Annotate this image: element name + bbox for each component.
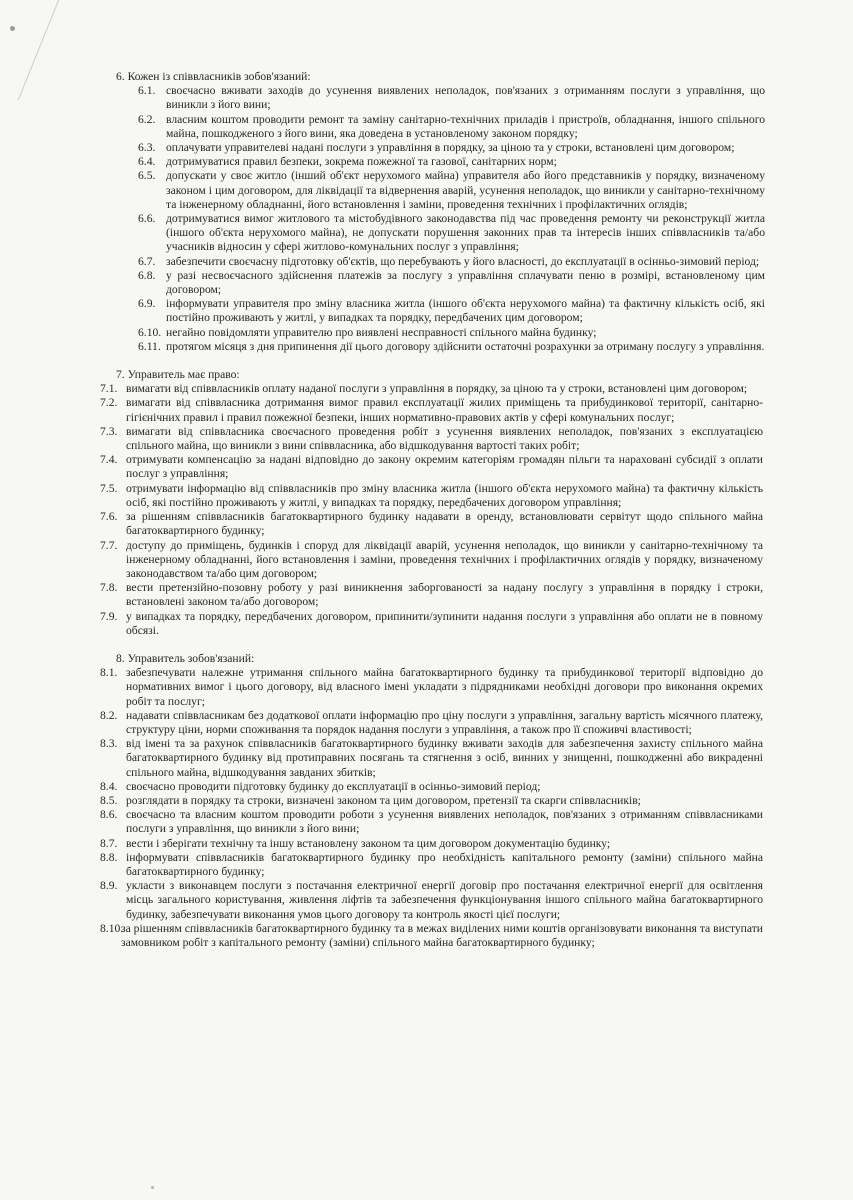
clause <box>0 326 853 340</box>
clause-text: власним коштом проводити ремонт та заміну санітарно-технічних приладів і пристроїв, обладнання, іншого спільного майна, пошкодженого з його вини, яка доведена в установленому законом порядку; <box>166 112 765 140</box>
clause-text: отримувати інформацію від співвласників про зміну власника житла (іншого об'єкта нерухомого майна) та фактичну кількість осіб, які постійно проживають у житлі, у випадках та порядку, передбачених договором управління; <box>126 481 763 509</box>
clause-text: вимагати від співвласників оплату наданої послуги з управління в порядку, за ціною та у строки, встановлені цим договором; <box>126 382 748 396</box>
clause <box>0 84 853 112</box>
clause <box>0 851 853 879</box>
section-heading: 7. Управитель має право: <box>116 368 240 382</box>
clause <box>0 269 853 297</box>
clause-text: розглядати в порядку та строки, визначені законом та цим договором, претензії та скарги співвласників; <box>126 793 641 807</box>
clause <box>0 879 853 922</box>
clause-number: 8.4. <box>100 779 118 793</box>
clause <box>0 169 853 212</box>
clause <box>0 212 853 255</box>
clause-number: 7.6. <box>100 510 118 524</box>
clause-text: у випадках та порядку, передбачених договором, припинити/зупинити надання послуги з управління або оплати не в повному обсязі. <box>126 609 763 637</box>
clause <box>0 297 853 325</box>
clause-number: 6.8. <box>138 268 156 282</box>
clause <box>0 794 853 808</box>
clause <box>0 425 853 453</box>
clause-text: забезпечувати належне утримання спільного майна багатоквартирного будинку та прибудинкової території відповідно до нормативних вимог і цього договору, від власного імені укладати з підрядниками необхідні договори про виконання окремих робіт та послуг; <box>126 666 763 708</box>
clause-text: за рішенням співвласників багатоквартирного будинку та в межах виділених ними коштів організовувати виконання та виступати замовником робіт з капітального ремонту (заміни) спільного майна багатоквартирного будинку; <box>121 921 763 949</box>
clause-text: вести претензійно-позовну роботу у разі виникнення заборгованості за надану послугу з управління в порядку і строки, встановлені законом та/або договором; <box>126 581 763 609</box>
clause <box>0 922 853 950</box>
document-body <box>0 70 853 950</box>
clause-number: 8.5. <box>100 793 118 807</box>
clause-text: інформувати співвласників багатоквартирного будинку про необхідність капітального ремонту (заміни) спільного майна багатоквартирного будинку; <box>126 850 763 878</box>
clause-number: 6.2. <box>138 112 156 126</box>
clause-number: 7.7. <box>100 538 118 552</box>
clause-number: 7.2. <box>100 396 118 410</box>
clause-number: 6.5. <box>138 169 156 183</box>
clause-number: 8.3. <box>100 737 118 751</box>
clause-number: 6.10. <box>138 325 162 339</box>
clause-text: дотримуватися вимог житлового та містобудівного законодавства під час проведення ремонту чи реконструкції житла (іншого об'єкта нерухомого майна), не допускати порушення законних прав та інтересів інших співвласників та/або учасників відносин у сфері житлово-комунальних послуг з управління; <box>166 212 765 254</box>
clause-number: 8.2. <box>100 708 118 722</box>
clause <box>0 141 853 155</box>
clause-number: 6.7. <box>138 254 156 268</box>
clause-number: 8.10. <box>100 921 124 935</box>
clause-text: від імені та за рахунок співвласників багатоквартирного будинку вживати заходів для забезпечення захисту спільного майна багатоквартирного будинку від протиправних посягань та стягнення з осіб, винних у знищенні, пошкодженні або викраденні спільного майна, відшкодування завданих збитків; <box>126 737 763 779</box>
clause-number: 8.7. <box>100 836 118 850</box>
clause-text: доступу до приміщень, будинків і споруд для ліквідації аварій, усунення неполадок, що виникли у санітарно-технічному та інженерному обладнанні, його встановлення і заміни, проведення технічних і профілактичних оглядів у порядку, визначеному законодавством та/або цим договором; <box>126 538 763 580</box>
clause-text: допускати у своє житло (інший об'єкт нерухомого майна) управителя або його представників у порядку, визначеному законом і цим договором, для ліквідації та відвернення аварій, усунення неполадок, що виникли у санітарно-технічному та інженерному обладнанні, його встановлення і заміни, проведення технічних і профілактичних оглядів; <box>166 169 765 211</box>
clause-text: своєчасно проводити підготовку будинку до експлуатації в осінньо-зимовий період; <box>126 779 541 793</box>
clause-text: вимагати від співвласника своєчасного проведення робіт з усунення виявлених неполадок, пов'язаних з експлуатацією спільного майна, що виникли з вини співвласника, або відшкодування вартості таких робіт; <box>126 424 763 453</box>
clause-number: 6.1. <box>138 84 156 98</box>
clause-number: 7.3. <box>100 424 118 438</box>
scan-dot <box>10 26 15 31</box>
clause <box>0 837 853 851</box>
clause-text: протягом місяця з дня припинення дії цього договору здійснити остаточні розрахунки за отриману послугу з управління. <box>166 339 765 353</box>
clause-number: 8.9. <box>100 879 118 893</box>
clause <box>0 113 853 141</box>
clause <box>0 510 853 538</box>
clause <box>0 780 853 794</box>
clause-number: 6.3. <box>138 141 156 155</box>
clause <box>0 737 853 780</box>
clause-number: 7.9. <box>100 609 118 623</box>
clause <box>0 155 853 169</box>
clause-text: оплачувати управителеві надані послуги з управління в порядку, за ціною та у строки, встановлені цим договором; <box>166 141 735 155</box>
clause <box>0 709 853 737</box>
clause-number: 7.8. <box>100 581 118 595</box>
clause-number: 8.1. <box>100 666 118 680</box>
clause <box>0 581 853 609</box>
clause-number: 7.1. <box>100 382 118 396</box>
clause-number: 7.5. <box>100 481 118 495</box>
clause-number: 6.6. <box>138 212 156 226</box>
clause <box>0 396 853 424</box>
clause <box>0 340 853 354</box>
scan-dot <box>151 1186 154 1189</box>
clause-text: вести і зберігати технічну та іншу встановлену законом та цим договором документацію будинку; <box>126 836 611 850</box>
clause-number: 6.9. <box>138 297 156 311</box>
clause-text: забезпечити своєчасну підготовку об'єктів, що перебувають у його власності, до експлуатації в осінньо-зимовий період; <box>166 254 760 268</box>
clause <box>0 666 853 709</box>
clause <box>0 808 853 836</box>
clause <box>0 382 853 396</box>
clause <box>0 255 853 269</box>
clause <box>0 453 853 481</box>
clause-text: своєчасно вживати заходів до усунення виявлених неполадок, пов'язаних з отриманням послуги з управління, що виникли з його вини; <box>166 84 765 112</box>
clause-text: негайно повідомляти управителю про виявлені несправності спільного майна будинку; <box>166 325 597 339</box>
clause-text: за рішенням співвласників багатоквартирного будинку надавати в оренду, встановлювати сервітут щодо спільного майна багатоквартирного будинку; <box>126 510 763 538</box>
clause-number: 6.11. <box>138 339 161 353</box>
clause-text: отримувати компенсацію за надані відповідно до закону окремим категоріям громадян пільги та нараховані субсидії з оплати послуг з управління; <box>126 453 763 481</box>
clause-text: інформувати управителя про зміну власника житла (іншого об'єкта нерухомого майна) та фактичну кількість осіб, які постійно проживають у житлі, у випадках та порядку, передбачених цим договором; <box>166 297 765 325</box>
clause-text: у разі несвоєчасного здійснення платежів за послугу з управління сплачувати пеню в розмірі, встановленому цим договором; <box>166 268 765 297</box>
section-heading: 8. Управитель зобов'язаний: <box>116 651 255 665</box>
clause-number: 8.8. <box>100 850 118 864</box>
clause-text: вимагати від співвласника дотримання вимог правил експлуатації жилих приміщень та прибудинкової території, санітарно-гігієнічних правил і правил пожежної безпеки, інших нормативно-правових актів у сфері комунальних послуг; <box>126 396 763 424</box>
clause-text: дотримуватися правил безпеки, зокрема пожежної та газової, санітарних норм; <box>166 155 557 169</box>
clause-number: 6.4. <box>138 155 156 169</box>
clause-text: надавати співвласникам без додаткової оплати інформацію про ціну послуги з управління, загальну вартість місячного платежу, структуру ціни, норми споживання та порядок надання послуги з управління, а також про її споживчі властивості; <box>126 708 763 736</box>
clause-text: своєчасно та власним коштом проводити роботи з усунення виявлених неполадок, пов'язаних з отриманням співвласниками послуги з управління, що виникли з його вини; <box>126 808 763 836</box>
clause-number: 7.4. <box>100 453 118 467</box>
clause <box>0 539 853 582</box>
clause-number: 8.6. <box>100 808 118 822</box>
section-heading: 6. Кожен із співвласників зобов'язаний: <box>116 70 311 83</box>
clause <box>0 482 853 510</box>
clause <box>0 610 853 638</box>
clause-text: укласти з виконавцем послуги з постачання електричної енергії договір про постачання електричної енергії для освітлення місць загального користування, живлення ліфтів та забезпечення функціонування іншого спільного майна багатоквартирного будинку, забезпечувати виконання умов цього договору та контроль якості цієї послуги; <box>126 879 763 921</box>
